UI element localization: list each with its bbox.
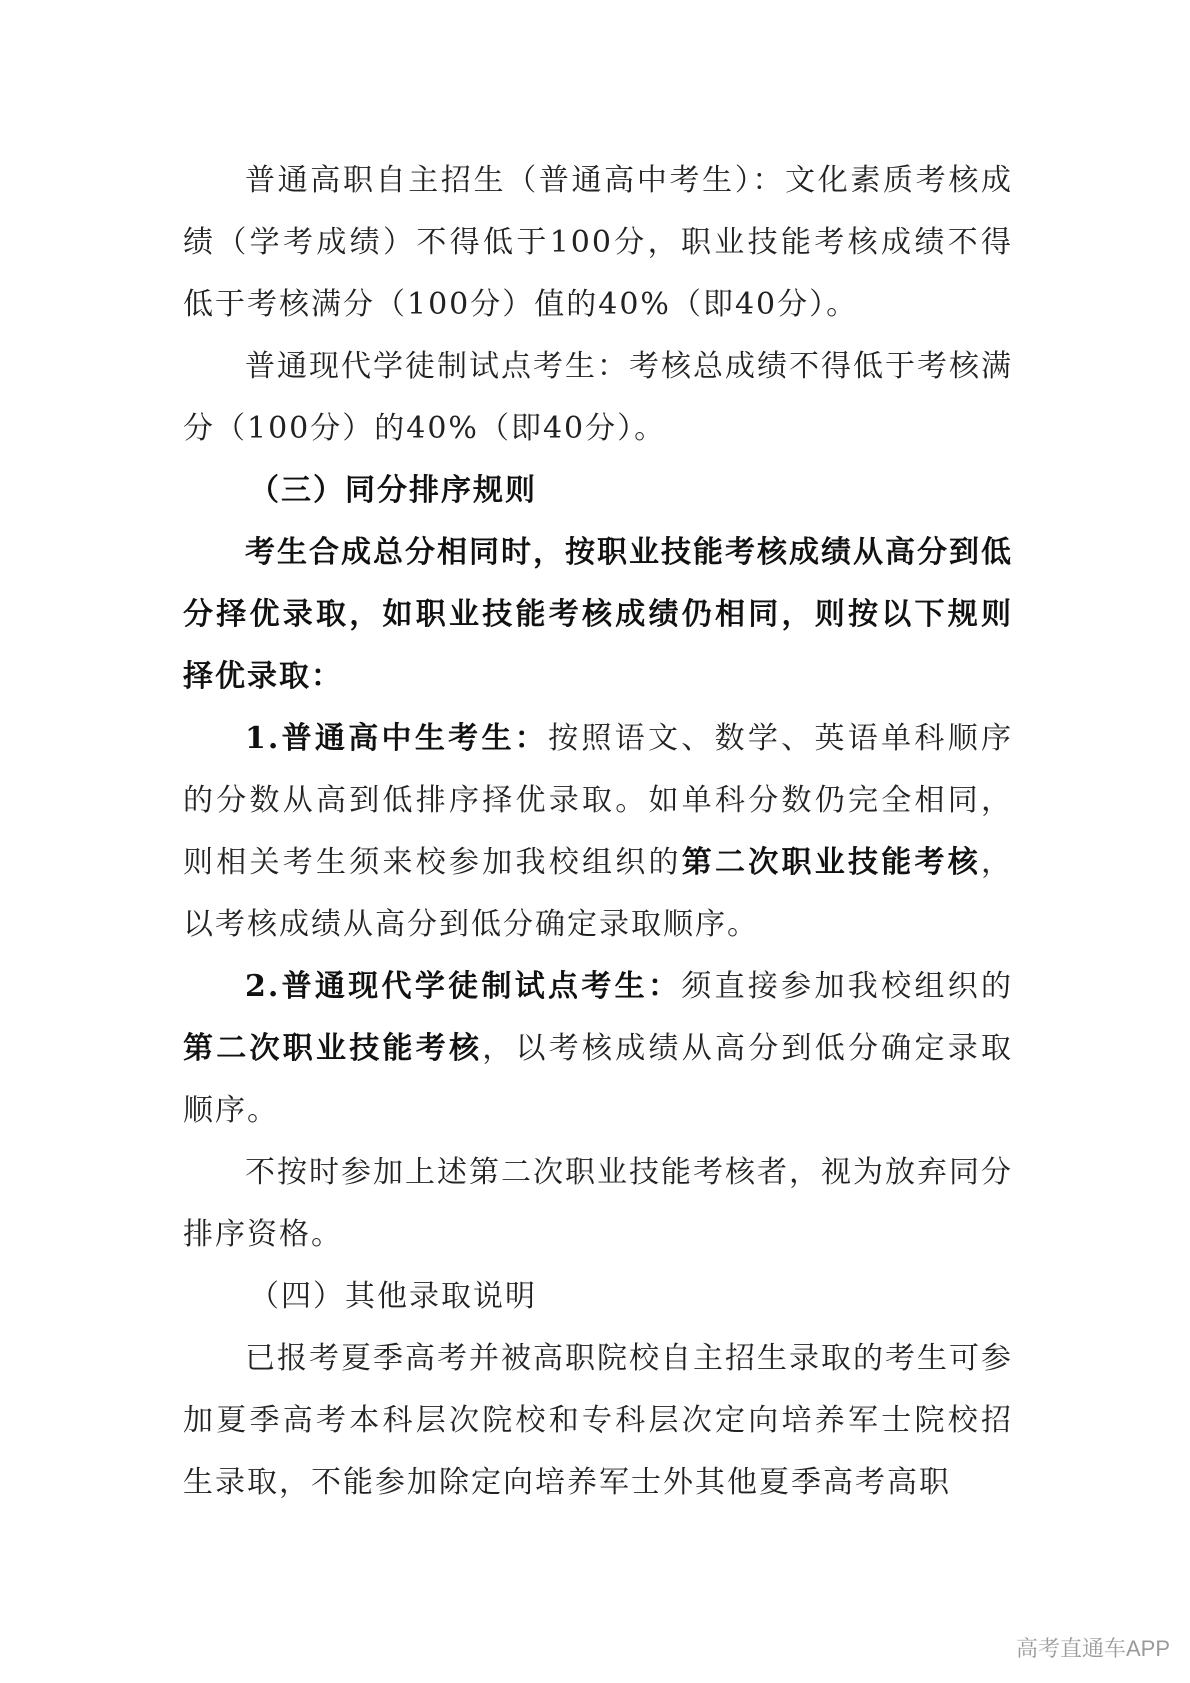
paragraph-absence-note: 不按时参加上述第二次职业技能考核者，视为放弃同分排序资格。 <box>183 1155 1013 1252</box>
rule-emphasis-second-exam: 第二次职业技能考核 <box>183 1031 483 1066</box>
section-heading-tie-ranking-rules: （三）同分排序规则 <box>249 473 537 508</box>
paragraph-rule-high-school-students <box>183 708 1013 956</box>
rule-text-high-school-a: 按照语文、数学、英语单科顺序的分数从高到低排序择优录取。如单科分数仍完全相同，则相关考生须来校参加我校组织的 <box>183 721 1014 880</box>
paragraph-apprenticeship-requirement: 普通现代学徒制试点考生：考核总成绩不得低于考核满分（100分）的40%（即40分）。 <box>183 349 1013 446</box>
document-body <box>183 150 1013 1514</box>
paragraph-tie-ranking-rule: 考生合成总分相同时，按职业技能考核成绩从高分到低分择优录取，如职业技能考核成绩仍相同，则按以下规则择优录取： <box>183 535 1013 694</box>
rule-text-high-school-b: ，以考核成绩从高分到低分确定录取顺序。 <box>183 845 1013 942</box>
rule-text-apprenticeship-a: 须直接参加我校组织的 <box>681 969 1013 1004</box>
rule-emphasis-second-exam: 第二次职业技能考核 <box>681 845 981 880</box>
section-heading-other-admission-notes: （四）其他录取说明 <box>249 1279 537 1314</box>
rule-label-high-school: 1.普通高中生考生： <box>245 721 549 756</box>
watermark-text: 高考直通车APP <box>1015 1636 1170 1661</box>
paragraph-other-admission-notes: 已报考夏季高考并被高职院校自主招生录取的考生可参加夏季高考本科层次院校和专科层次定向培养军士院校招生录取，不能参加除定向培养军士外其他夏季高考高职 <box>183 1341 1013 1500</box>
rule-label-apprenticeship: 2.普通现代学徒制试点考生： <box>245 969 682 1004</box>
paragraph-regular-admission-requirement: 普通高职自主招生（普通高中考生）：文化素质考核成绩（学考成绩）不得低于100分，职业技能考核成绩不得低于考核满分（100分）值的40%（即40分）。 <box>183 163 1013 322</box>
paragraph-rule-apprenticeship <box>183 956 1013 1142</box>
rule-text-apprenticeship-b: ，以考核成绩从高分到低分确定录取顺序。 <box>183 1031 1013 1128</box>
